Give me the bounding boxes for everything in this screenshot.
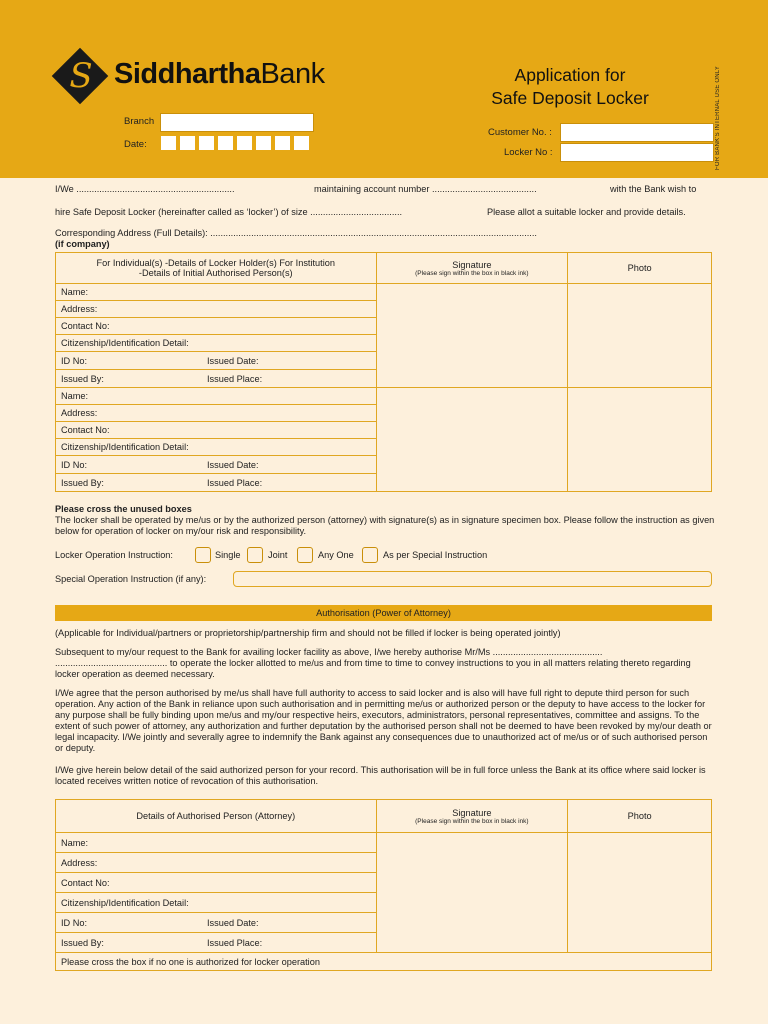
contact-field[interactable]: Contact No: [56,318,377,335]
address-field[interactable]: Address: [56,853,377,873]
authorisation-band: Authorisation (Power of Attorney) [55,605,712,621]
id-no-field[interactable]: ID No: Issued Date: [56,913,377,933]
photo-box-1[interactable] [568,284,712,388]
table-header-row [56,800,712,833]
table-header-row [56,253,712,284]
joint-checkbox[interactable] [247,547,263,563]
table-row [56,953,712,971]
locker-operation-label: Locker Operation Instruction: [55,550,173,560]
citizenship-field[interactable]: Citizenship/Identification Detail: [56,893,377,913]
table-row [56,284,712,301]
special-operation-input[interactable] [233,571,712,587]
name-field[interactable]: Name: [56,284,377,301]
attorney-header: Details of Authorised Person (Attorney) [56,800,377,833]
issued-date-label: Issued Date: [207,917,259,928]
single-label: Single [215,550,241,560]
intro-line-1: I/We .............................................................. maintaining account number ......................................... with the Bank wish to [55,184,697,194]
issued-by-field[interactable]: Issued By: Issued Place: [56,370,377,388]
locker-no-label: Locker No : [504,147,553,158]
citizenship-field[interactable]: Citizenship/Identification Detail: [56,335,377,352]
branch-label: Branch [124,116,155,127]
any-one-label: Any One [318,550,354,560]
holders-header: For Individual(s) -Details of Locker Holder(s) For Institution -Details of Initial Authorised Person(s) [56,253,377,284]
locker-no-field[interactable] [560,143,714,162]
branch-field[interactable] [160,113,314,132]
header-band [0,0,768,178]
applicable-note: (Applicable for Individual/partners or proprietorship/partnership firm and should not be filled if locker is being operated jointly) [55,628,561,638]
citizenship-field[interactable]: Citizenship/Identification Detail: [56,439,377,456]
name-field[interactable]: Name: [56,388,377,405]
address-field[interactable]: Address: [56,405,377,422]
logo-s-icon: S [69,56,93,96]
authorisation-para-3: I/We give herein below detail of the said authorized person for your record. This authorisation will be in full force unless the Bank at its office where said locker is located receives written notice of revocation of this authorisation. [55,765,706,786]
signature-header: Signature (Please sign within the box in black ink) [376,800,568,833]
contact-field[interactable]: Contact No: [56,873,377,893]
single-checkbox[interactable] [195,547,211,563]
attorney-table [55,799,712,971]
date-label: Date: [124,139,147,150]
authorisation-para-1: Subsequent to my/our request to the Bank for availing locker facility as above, I/we hereby authorise Mr/Ms ........................................... ............................................ to operate the locker allotted to me/us and from time to time to convey instructions to you in all matters relating thereto regarding locker operation as deemed necessary. [55,647,691,679]
any-one-checkbox[interactable] [297,547,313,563]
table-row [56,833,712,853]
issued-by-field[interactable]: Issued By: Issued Place: [56,933,377,953]
intro-line-2: hire Safe Deposit Locker (hereinafter called as ‘locker’) of size .................................... Please allot a suitable locker and provide details. [55,207,686,217]
internal-use-note: FOR BANK'S INTERNAL USE ONLY [715,65,721,170]
issued-place-label: Issued Place: [207,373,263,384]
issued-date-label: Issued Date: [207,355,259,366]
address-line: Corresponding Address (Full Details): ................................................................................................................................ [55,228,537,238]
issued-by-field[interactable]: Issued By: Issued Place: [56,474,377,492]
address-field[interactable]: Address: [56,301,377,318]
special-instruction-label: As per Special Instruction [383,550,488,560]
authorisation-para-2: I/We agree that the person authorised by me/us shall have full authority to access to said locker and is also will have full right to depute third person for such operation. Any action of the Bank in reliance upon such authorisation and in permitting me/us or authorized person or the deputy to have access to the locker for any purpose shall be fully binding upon me/us and my/our respective heirs, executors, administrators, personal representatives, committee and assigns. To the extent of such power of attorney, any authorization and further deputation by the authorised person shall not be deemed to have been revoked by my/our death or legal incapacity. I/We jointly and severally agree to indemnify the Bank against any consequences due to unauthorized act of me/us or of such authorised person or deputy. [55,688,712,753]
customer-no-field[interactable] [560,123,714,142]
photo-header: Photo [568,800,712,833]
special-instruction-checkbox[interactable] [362,547,378,563]
date-field[interactable] [160,135,312,151]
issued-place-label: Issued Place: [207,477,263,488]
joint-label: Joint [268,550,288,560]
photo-header: Photo [568,253,712,284]
issued-place-label: Issued Place: [207,937,263,948]
if-company-note: (if company) [55,239,110,249]
attorney-signature-box[interactable] [376,833,568,953]
special-operation-label: Special Operation Instruction (if any): [55,574,207,584]
attorney-photo-box[interactable] [568,833,712,953]
id-no-field[interactable]: ID No: Issued Date: [56,456,377,474]
id-no-field[interactable]: ID No: Issued Date: [56,352,377,370]
contact-field[interactable]: Contact No: [56,422,377,439]
name-field[interactable]: Name: [56,833,377,853]
table-row [56,388,712,405]
form-title: Application for Safe Deposit Locker [491,65,649,108]
signature-box-2[interactable] [376,388,568,492]
issued-date-label: Issued Date: [207,459,259,470]
signature-header: Signature (Please sign within the box in black ink) [376,253,568,284]
operation-instruction-text: The locker shall be operated by me/us or by the authorized person (attorney) with signature(s) as in signature specimen box. Please follow the instruction as given below for operation of locker on my/our risk and responsibility. [55,515,715,536]
signature-box-1[interactable] [376,284,568,388]
photo-box-2[interactable] [568,388,712,492]
no-attorney-note[interactable]: Please cross the box if no one is authorized for locker operation [56,953,712,971]
customer-no-label: Customer No. : [488,127,552,138]
cross-unused-heading: Please cross the unused boxes [55,504,192,514]
bank-name-logo: SiddharthaBank [114,58,325,90]
locker-holders-table [55,252,712,492]
